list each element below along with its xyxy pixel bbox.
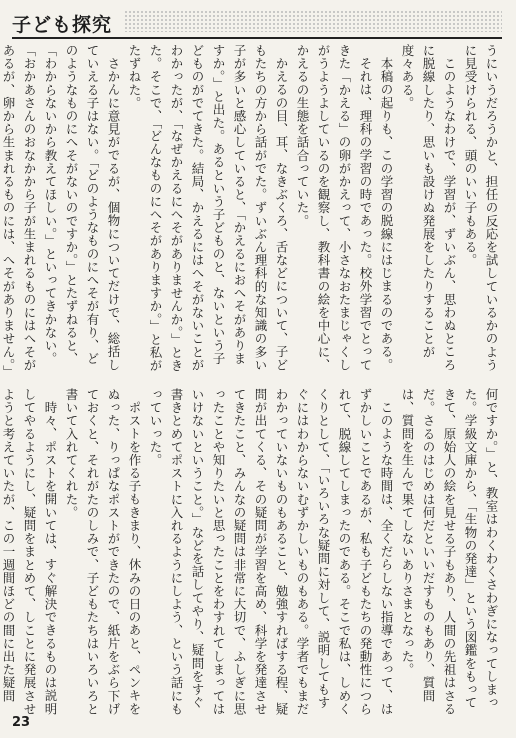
page-header [12, 6, 502, 46]
upper-text-block [1, 44, 502, 374]
paragraph: 何ですか。」と、教室はわくわくさわぎになってしまった。学級文庫から、「生物の発達」という図鑑をもってきて、原始人の絵を見せる子もあり、人間の先祖はさるだ。さるのはじめは何だといいだすものもあり、質問は、質問を生んで果てしないありさまとなった。 [400, 388, 499, 716]
header-dot-pattern [124, 10, 502, 32]
paragraph: 時々、ポストを開いては、すぐ解決できるものは説明してやるようにし、疑問をまとめて、しことに発展させようと考えていたが、この一週間ほどの間に出た疑問 [1, 388, 58, 716]
lower-text-block [1, 388, 502, 718]
body-text [1, 44, 502, 716]
page-number: 23 [12, 715, 31, 730]
paragraph: ポストを作る子もきまり、休みの日のあと、ペンキをぬった、りっぱなポストができたので、紙片をぶら下げておくと、それがたのしみで、子どもたちはいろいろと書いて入れてくれた。 [64, 388, 142, 716]
paragraph: このようなわけで、学習が、ずいぶん、思わぬところに脱線したり、思いも設けぬ発展をしたりすることが度々ある。 [400, 44, 457, 371]
paragraph: 本稿の起りも、この学習の脱線にはじまるのである。 [379, 56, 394, 371]
paragraph: かえるの目、耳、なきぶくろ、舌などについて、子どもたちの方から話がでた。ずいぶん理科的な知識の多い子が多いと感心していると、「かえるにおへそがありますか。」と出た。あるという子どものと、ないという子どものがでてきた。結局、かえるにはへそがないことがわかったが、「なぜかえるにへそがありませんか。」ときた。そこで、「どんなものにへそがありますか。」と私がたずねた。 [127, 44, 289, 373]
paragraph: このような時間は、全くだらしない指導であって、はずかしいことであるが、私も子どもたちの発動性につられて、脱線してしまったのである。そこで私は、しめくくりとして、「いろいろな疑問に対して、説明してもすぐにはわからないむずかしいものもある。学者でもまだわかっていないものもあること、勉強すればする程、疑問が出てくる、その疑問が学習を高め、科学を発達させてきたこと、みんなの疑問は非常に大切で、ふしぎに思ったことや知りたいと思ったことをわすれてしまってはいけないということ。」などを話してやり、疑問をすぐ書きとめてポストに入れるようにしよう、という話にもっていった。 [148, 388, 394, 716]
header-rule [12, 37, 502, 39]
paragraph: それは、理科の学習の時であった。校外学習でとってきた「かえる」の卵がかえって、小さなおたまじゃくしがうようよしているのを観察し、教科書の絵を中心に、かえるの生態を話合っていた。 [295, 44, 373, 372]
paragraph: さかんに意見がでるが、個物についてだけで、総括していえる子はない。「どのようなものにへそが有り、どのようなものにへそがないのですか。」とたずねると、「わからないから教えてほしい。」といってきかない。「おかあさんのおなかから子が生まれるものにはへそがあるが、卵から生まれるものには、へそがありません。」 [1, 44, 121, 373]
section-title: 子ども探究 [12, 14, 113, 36]
paragraph: うにいうだろうかと、担任の反応を試しているかのように見受けられる、頭のいい子もある。 [463, 44, 499, 372]
